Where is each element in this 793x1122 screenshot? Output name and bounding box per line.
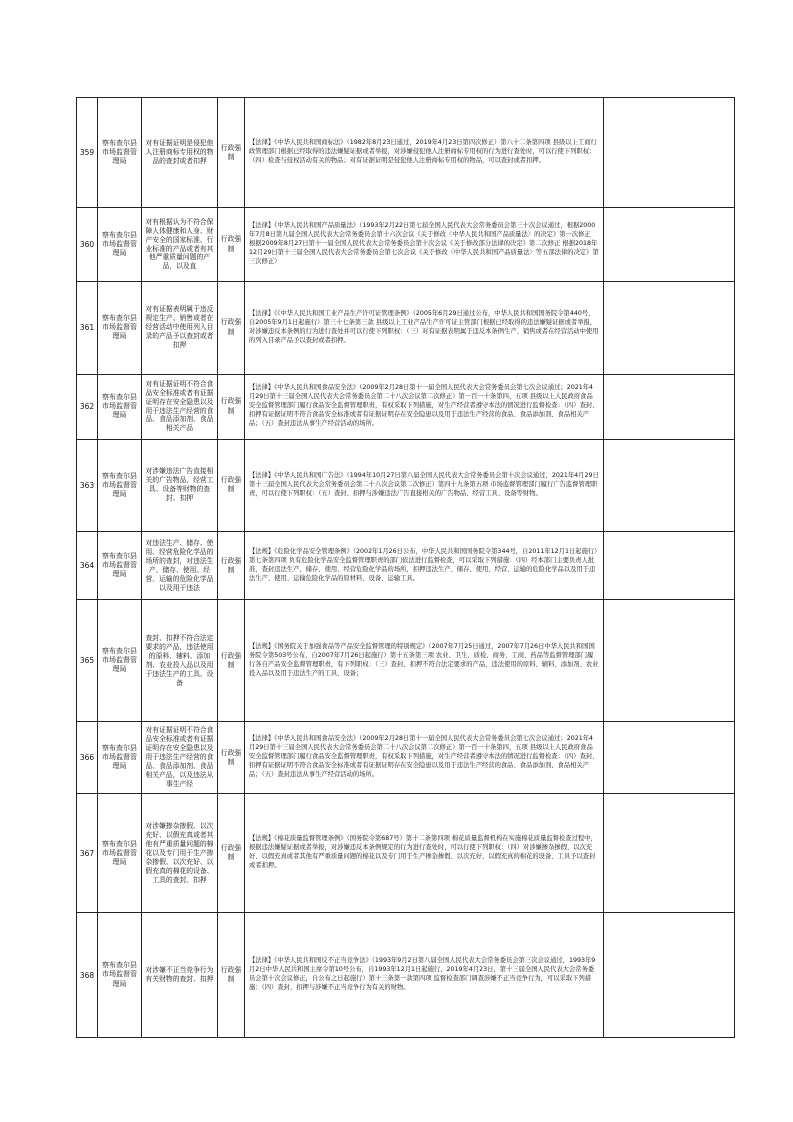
department-cell xyxy=(98,722,142,794)
row-number: 367 xyxy=(77,794,98,913)
department-text: 察布查尔县市场监督管理局 xyxy=(102,471,137,498)
item-cell xyxy=(142,794,218,913)
basis-cell xyxy=(245,439,604,532)
item-text: 查封、扣押不符合法定要求的产品，违法使用的原料、辅料、添加剂、农业投入品以及用于违法生产的工具、设备 xyxy=(145,633,214,687)
department-text: 察布查尔县市场监督管理局 xyxy=(102,392,137,420)
item-cell xyxy=(142,281,218,374)
department-text: 察布查尔县市场监督管理局 xyxy=(102,839,137,866)
department-cell xyxy=(98,794,142,913)
basis-cell xyxy=(245,913,604,1038)
basis-cell xyxy=(245,794,604,913)
department-cell xyxy=(98,281,142,374)
basis-text: 【法律】《中华人民共和国商标法》（1982年8月23日通过，2019年4月23日第四次修正）第六十二条第四项 县级以上工商行政管理部门根据已经取得的违法嫌疑证据或者举报，对涉嫌侵犯他人注册商标专用权的行为进行查处时，可以行使下列职权：（四）检查与侵权活动有关的物品；对有证据证明是侵犯他人注册商标专用权的物品，可以查封或者扣押。 xyxy=(249,139,597,165)
table-row xyxy=(77,374,735,439)
department-cell xyxy=(98,98,142,208)
row-number: 360 xyxy=(77,208,98,281)
basis-cell xyxy=(245,208,604,281)
table-row xyxy=(77,98,735,208)
enforcement-table xyxy=(76,97,735,1038)
basis-text: 【法律】《《中华人民共和国工业产品生产许可证管理条例》（2005年6月29日通过公布，中华人民共和国国务院令第440号，自2005年9月1日起施行）第三十七条第三款 县级以上工业产品生产许可证主管部门根据已经取得的违法嫌疑证据或者举报，对涉嫌违反本条例的行为进行查处并可以行使下列职权：（三）对有证据表明属于违反本条例生产、销售或者在经营活动中使用的列入目录产品予以查封或者扣押。 xyxy=(249,309,599,344)
basis-cell xyxy=(245,374,604,439)
department-text: 察布查尔县市场监督管理局 xyxy=(102,552,137,579)
item-cell xyxy=(142,98,218,208)
table-row xyxy=(77,722,735,794)
basis-cell xyxy=(245,98,604,208)
basis-text: 【法规】《国务院关于加强食品等产品安全监督管理的特别规定》（2007年7月25日通过，2007年7月26日中华人民共和国国务院令第503号公布，自2007年7月26日起施行）第十五条第三项 农业、卫生、质检、商务、工商、药品等监督管理部门履行各自产品安全监督管理职责，有下列职权：（三）查封、扣押不符合法定要求的产品，违法使用的原料、辅料、添加剂、农业投入品以及用于违法生产的工具、设备； xyxy=(249,642,599,677)
row-number: 363 xyxy=(77,439,98,532)
basis-text: 【法规】《棉花质量监督管理条例》（国务院令第687号）第十二条第四项 棉花质量监督机构在实施棉花质量监督检查过程中，根据违法嫌疑证据或者举报，对涉嫌违反本条例规定的行为进行查处时，可以行使下列职权：（四）对涉嫌掺杂掺假、以次充好、以假充真或者其他有严重质量问题的棉花以及专门用于生产掺杂掺假、以次充好、以假充真的棉花的设备、工具予以查封或者扣押。 xyxy=(249,835,597,870)
empty-cell xyxy=(604,439,735,532)
type-cell: 行政强制 xyxy=(218,600,245,722)
department-text: 察布查尔县市场监督管理局 xyxy=(102,961,137,988)
item-cell xyxy=(142,722,218,794)
table-row xyxy=(77,281,735,374)
item-text: 对涉嫌掺杂掺假、以次充好、以假充真或者其他有严重质量问题的棉花以及专门用于生产掺杂掺假、以次充好、以假充真的棉花的设备、工具的查封、扣押 xyxy=(145,821,214,884)
department-text: 察布查尔县市场监督管理局 xyxy=(102,230,137,258)
basis-text: 【法律】《中华人民共和国食品安全法》（2009年2月28日第十一届全国人民代表大会常务委员会第七次会议通过；2021年4月29日第十三届全国人民代表大会常务委员会第二十八次会议第二次修正）第一百一十条第四、五项 县级以上人民政府食品安全监督管理部门履行食品安全监督管理职责，有权采取下列措施，对生产经营者遵守本法的情况进行监督检查：（四）查封、扣押有证据证明不符合食品安全标准或者有证据证明存在安全隐患以及用于违法生产经营的食品、食品添加剂、食品相关产品；（五）查封违法从事生产经营活动的场所。 xyxy=(249,735,599,779)
basis-text: 【法律】《中华人民共和国产品质量法》（1993年2月22日第七届全国人民代表大会常务委员会第三十次会议通过，根据2000年7月8日第九届全国人民代表大会常务委员会第十六次会议《关于修改〈中华人民共和国产品质量法〉的决定》第一次修正 根据2009年8月27日第十一届全国人民代表大会常务委员会第十次会议《关于修改部分法律的决定》第二次修正 根据2018年12月29日第十三届全国人民代表大会常务委员会第七次会议《关于修改〈中华人民共和国产品质量法〉等五部法律的决定》第三次修正） xyxy=(249,222,599,265)
department-cell xyxy=(98,374,142,439)
type-cell: 行政强制 xyxy=(218,374,245,439)
basis-text: 【法律】《中华人民共和国广告法》（1994年10月27日第八届全国人民代表大会常务委员会第十次会议通过，2021年4月29日第十三届全国人民代表大会常务委员会第二十八次会议第二次修正）第四十九条第五项 市场监督管理部门履行广告监督管理职责，可以行使下列职权：（五）查封、扣押与涉嫌违法广告直接相关的广告物品、经营工具、设备等财物。 xyxy=(249,472,599,497)
department-text: 察布查尔县市场监督管理局 xyxy=(102,744,137,771)
empty-cell xyxy=(604,913,735,1038)
table-row xyxy=(77,600,735,722)
empty-cell xyxy=(604,794,735,913)
type-cell: 行政强制 xyxy=(218,532,245,600)
empty-cell xyxy=(604,532,735,600)
table-row xyxy=(77,913,735,1038)
empty-cell xyxy=(604,98,735,208)
row-number: 368 xyxy=(77,913,98,1038)
basis-cell xyxy=(245,281,604,374)
type-cell: 行政强制 xyxy=(218,281,245,374)
item-text: 对有根据认为不符合保障人体健康和人身、财产安全的国家标准、行业标准的产品或者有其他严重质量问题的产品，以及直 xyxy=(145,217,214,271)
item-cell xyxy=(142,439,218,532)
department-cell xyxy=(98,439,142,532)
item-cell xyxy=(142,374,218,439)
row-number: 365 xyxy=(77,600,98,722)
item-text: 对涉嫌不正当竞争行为有关财物的查封、扣押 xyxy=(145,966,214,984)
empty-cell xyxy=(604,208,735,281)
item-text: 对有证据表明属于违反规定生产、销售或者在经营活动中使用列入目录的产品予以查封或者扣押 xyxy=(145,305,214,350)
department-cell xyxy=(98,208,142,281)
item-text: 对有证据证明不符合食品安全标准或者有证据证明存在安全隐患以及用于违法生产经营的食品、食品添加剂、食品相关产品，以及违法从事生产经 xyxy=(145,726,214,789)
row-number: 366 xyxy=(77,722,98,794)
department-cell xyxy=(98,600,142,722)
table-row xyxy=(77,439,735,532)
item-text: 对违法生产、储存、使用、经营危险化学品的场所的查封，对违法生产、储存、使用、经营、运输的危险化学品以及用于违法 xyxy=(145,539,214,592)
type-cell: 行政强制 xyxy=(218,794,245,913)
item-text: 对涉嫌违法广告直接相关的广告物品、经营工具、设备等财物的查封、扣押 xyxy=(145,467,214,503)
department-text: 察布查尔县市场监督管理局 xyxy=(102,313,137,341)
department-cell xyxy=(98,532,142,600)
empty-cell xyxy=(604,374,735,439)
empty-cell xyxy=(604,722,735,794)
department-text: 察布查尔县市场监督管理局 xyxy=(102,647,137,674)
type-cell: 行政强制 xyxy=(218,722,245,794)
basis-text: 【法律】《中华人民共和国食品安全法》（2009年2月28日第十一届全国人民代表大会常务委员会第七次会议通过；2021年4月29日第十三届全国人民代表大会常务委员会第二十八次会议第二次修正）第一百一十条第四、五项 县级以上人民政府食品安全监督管理部门履行食品安全监督管理职责，有权采取下列措施，对生产经营者遵守本法的情况进行监督检查：（四）查封、扣押有证据证明不符合食品安全标准或者有证据证明存在安全隐患以及用于违法生产经营的食品、食品添加剂、食品相关产品；（五）查封违法从事生产经营活动的场所。 xyxy=(249,384,599,427)
type-cell: 行政强制 xyxy=(218,98,245,208)
type-cell: 行政强制 xyxy=(218,439,245,532)
department-text: 察布查尔县市场监督管理局 xyxy=(102,139,137,166)
item-cell xyxy=(142,532,218,600)
table-row xyxy=(77,532,735,600)
basis-cell xyxy=(245,722,604,794)
row-number: 361 xyxy=(77,281,98,374)
item-cell xyxy=(142,208,218,281)
item-cell xyxy=(142,913,218,1038)
type-cell: 行政强制 xyxy=(218,913,245,1038)
row-number: 364 xyxy=(77,532,98,600)
basis-text: 【法律】《中华人民共和国反不正当竞争法》（1993年9月2日第八届全国人民代表大会常务委员会第三次会议通过，1993年9月2日中华人民共和国主席令第10号公布，自1993年12月1日起施行，2019年4月23日，第十三届全国人民代表大会常务委员会第十次会议修正，自公布之日起施行）第十三条第一款第四项 监督检查部门调查涉嫌不正当竞争行为，可以采取下列措施：（四）查封、扣押与涉嫌不正当竞争行为有关的财物。 xyxy=(249,957,596,991)
basis-cell xyxy=(245,600,604,722)
row-number: 362 xyxy=(77,374,98,439)
item-text: 对有证据证明不符合食品安全标准或者有证据证明存在安全隐患以及用于违法生产经营的食品、食品添加剂、食品相关产品 xyxy=(145,379,214,433)
empty-cell xyxy=(604,281,735,374)
type-cell: 行政强制 xyxy=(218,208,245,281)
item-text: 对有证据证明是侵犯他人注册商标专用权的物品的查封或者扣押 xyxy=(145,139,214,166)
empty-cell xyxy=(604,600,735,722)
item-cell xyxy=(142,600,218,722)
department-cell xyxy=(98,913,142,1038)
row-number: 359 xyxy=(77,98,98,208)
basis-text: 【法规】《危险化学品安全管理条例》（2002年1月26日公布，中华人民共和国国务院令第344号，自2011年12月1日起施行）第七条第四项 负有危险化学品安全监督管理职责的部门依法进行监督检查，可以采取下列措施：（四）经本部门主要负责人批准，查封违法生产、储存、使用、经营危险化学品的场所，扣押违法生产、储存、使用、经营、运输的危险化学品以及用于违法生产、使用、运输危险化学品的原材料、设备、运输工具。 xyxy=(249,548,598,582)
basis-cell xyxy=(245,532,604,600)
table-row xyxy=(77,794,735,913)
table-row xyxy=(77,208,735,281)
